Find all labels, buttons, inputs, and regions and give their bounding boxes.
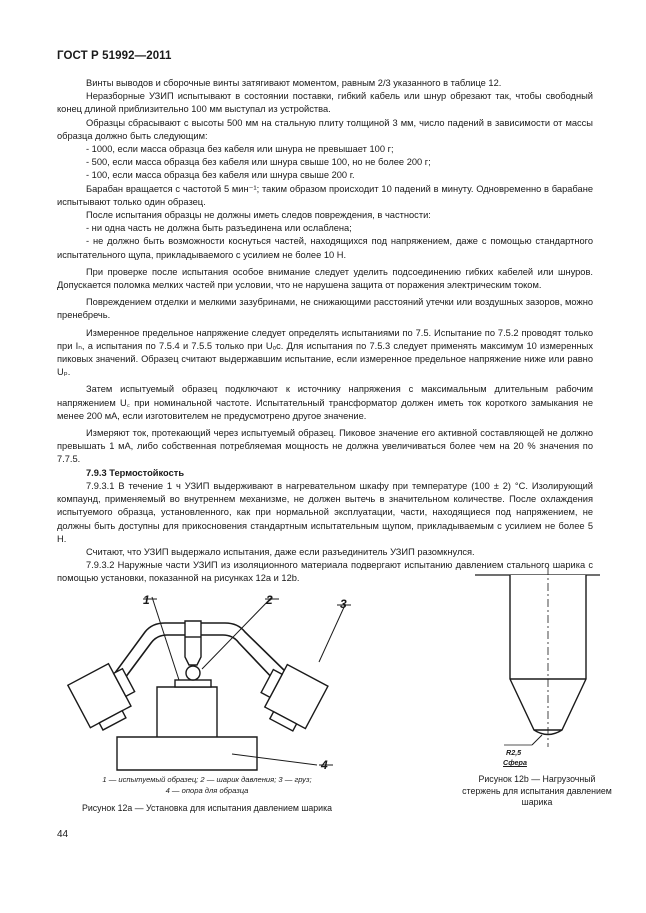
page-number: 44 [57, 829, 69, 840]
page-header: ГОСТ Р 51992—2011 [57, 50, 172, 62]
figure-12b-drawing [470, 567, 605, 752]
section-heading: 7.9.3 Термостойкость [86, 467, 185, 478]
paragraph: Барабан вращается с частотой 5 мин⁻¹; таким образом происходит 10 падений в минуту. Одновременно в барабане испытывают только один образец. [57, 183, 593, 207]
radius-label: R2,5 [506, 748, 522, 757]
paragraph: Затем испытуемый образец подключают к источнику напряжения с максимальным длительным рабочим напряжением U꜀ при номинальной частоте. Испытательный трансформатор должен иметь ток короткого замыкания не менее 200 мА, если изготовителем не предусмотрено другое значение. [57, 384, 593, 421]
paragraph: 7.9.3.2 Наружные части УЗИП из изоляционного материала подвергают испытанию давлением стального шарика с помощью установки, показанной на рисунках 12а и 12b. [57, 560, 593, 584]
pressure-ball [186, 666, 200, 680]
list-item: - 100, если масса образца без кабеля или шнура свыше 200 г. [86, 170, 355, 181]
figure-12b-caption: Рисунок 12b — Нагрузочный стержень для испытания давлением шарика [462, 774, 612, 807]
weight-right [252, 660, 328, 736]
paragraph: Считают, что УЗИП выдержало испытания, даже если разъединитель УЗИП разомкнулся. [86, 546, 475, 557]
figure-12a-caption: Рисунок 12а — Установка для испытания давлением шарика [81, 803, 333, 813]
support-base [117, 687, 257, 770]
list-item: - ни одна часть не должна быть разъединена или ослаблена; [86, 223, 352, 234]
weight-left [68, 659, 144, 735]
list-item: - не должно быть возможности коснуться частей, находящихся под напряжением, даже с помощью стандартного испытательного щупа, прикладываемого с усилием не более 10 Н. [57, 236, 593, 260]
paragraph: 7.9.3.1 В течение 1 ч УЗИП выдерживают в нагревательном шкафу при температуре (100 ± 2) °С. Изолирующий компаунд, применяемый во внутреннем механизме, не должен вытечь в значительном количестве. После охлаждения испытуемого образца, установленного, как при нормальной эксплуатации, части, находящиеся под напряжением, не должны быть доступны для прикосновения стандартным испытательным щупом, прикладываемым с усилием не более 5 Н. [57, 480, 593, 544]
paragraph: Измеряют ток, протекающий через испытуемый образец. Пиковое значение его активной составляющей не должно превышать 1 мА, либо собственная потребляемая мощность не должна увеличиваться более чем на 20 % значения по 7.7.5. [57, 428, 593, 465]
specimen [175, 680, 211, 687]
figure-12a-drawing [57, 587, 357, 777]
paragraph: После испытания образцы не должны иметь следов повреждения, в частности: [86, 210, 431, 221]
list-item: - 500, если масса образца без кабеля или шнура свыше 100, но не более 200 г; [86, 157, 431, 168]
figure-label-2: 2 [266, 593, 273, 607]
paragraph: Измеренное предельное напряжение следует определять испытаниями по 7.5. Испытание по 7.5.2 проводят только при Iₙ, а испытания по 7.5.4 и 7.5.5 только при Uₒc. Для испытания по 7.5.3 следует применять максимум 10 измеренных пиковых значений. Образец считают выдержавшим испытание, если измеренное предельное напряжение ниже или равно Uₚ. [57, 327, 593, 378]
sphere-label: Сфера [503, 758, 527, 767]
paragraph: При проверке после испытания особое внимание следует уделить подсоединению гибких кабелей или шнуров. Допускается поломка мелких частей при условии, что не нарушена защита от поражения электрическим током. [57, 266, 593, 291]
paragraph: Образцы сбрасывают с высоты 500 мм на стальную плиту толщиной 3 мм, число падений в зависимости от массы образца должно быть следующим: [57, 117, 593, 141]
list-item: - 1000, если масса образца без кабеля или шнура не превышает 100 г; [86, 144, 394, 155]
figure-label-1: 1 [143, 593, 150, 607]
legend-line: 4 — опора для образца [165, 785, 249, 795]
figure-label-4: 4 [321, 758, 328, 772]
legend-line: 1 — испытуемый образец; 2 — шарик давления; 3 — груз; [102, 775, 312, 784]
paragraph: Винты выводов и сборочные винты затягивают моментом, равным 2/3 указанного в таблице 12. [86, 78, 502, 88]
load-rod [185, 621, 201, 665]
figure-label-3: 3 [340, 597, 347, 611]
paragraph: Неразборные УЗИП испытывают в состоянии поставки, гибкий кабель или шнур обрезают так, чтобы свободный конец длиной приблизительно 100 мм выступал из устройства. [57, 91, 593, 115]
figure-12a-legend [57, 775, 357, 796]
paragraph: Повреждением отделки и мелкими зазубринами, не снижающими расстояний утечки или воздушных зазоров, можно пренебречь. [57, 297, 593, 321]
body-text [57, 77, 593, 586]
